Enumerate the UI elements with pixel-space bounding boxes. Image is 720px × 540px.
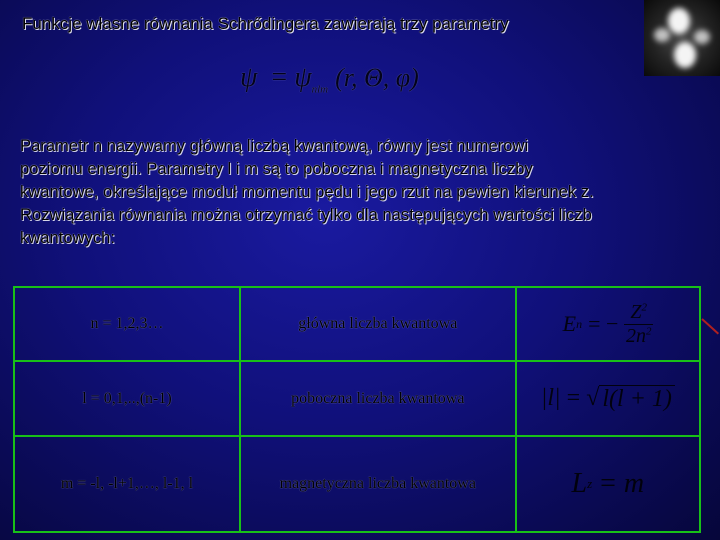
orbital-image	[644, 0, 720, 76]
orbital-lobe-left	[654, 28, 670, 42]
angular-momentum-formula: |l| = √ l(l + 1)	[516, 361, 700, 436]
table-row	[14, 361, 700, 436]
psi-subscript: nlm	[311, 83, 329, 96]
l-name: poboczna liczba kwantowa	[291, 389, 465, 407]
slide-title: Funkcje własne równania Schrődingera zawierają trzy parametry	[22, 14, 509, 33]
quantum-numbers-table	[13, 286, 701, 533]
table-row	[14, 287, 700, 361]
orbital-lobe-right	[694, 30, 710, 44]
paragraph-line: Parametr n nazywamy główną liczbą kwantową, równy jest numerowi	[20, 136, 529, 155]
m-name: magnetyczna liczba kwantowa	[279, 475, 476, 492]
psi-arguments: (r, Θ, φ)	[335, 63, 419, 92]
psi-lhs: ψ	[240, 62, 258, 93]
energy-formula: E n = − $\frac{Z^2}{2n^2}$	[516, 287, 700, 361]
n-values: n = 1,2,3…	[90, 315, 164, 332]
psi-rhs: ψ	[294, 62, 312, 93]
paragraph-line: kwantowych:	[20, 228, 115, 247]
wavefunction-equation: $\psi = \psi_{nlm}$ (r, Θ, φ)	[240, 62, 419, 96]
m-values: m = -l, -l+1,…, l-1, l	[60, 475, 194, 492]
l-values: l = 0,1,..,(n-1)	[82, 389, 172, 407]
paragraph-line: poziomu energii. Parametry l i m są to poboczna i magnetyczna liczby	[20, 159, 533, 178]
orbital-lobe-lower	[674, 42, 696, 68]
table-row	[14, 436, 700, 532]
orbital-lobe-upper	[668, 8, 690, 34]
paragraph-line: Rozwiązania równania można otrzymać tylko dla następujących wartości liczb	[20, 205, 592, 224]
paragraph-line: kwantowe, określające moduł momentu pędu i jego rzut na pewien kierunek z.	[20, 182, 594, 201]
n-name: główna liczba kwantowa	[298, 315, 458, 332]
projection-formula: L z = m	[516, 436, 700, 532]
description-paragraph	[20, 134, 720, 249]
decorative-line	[701, 318, 719, 334]
